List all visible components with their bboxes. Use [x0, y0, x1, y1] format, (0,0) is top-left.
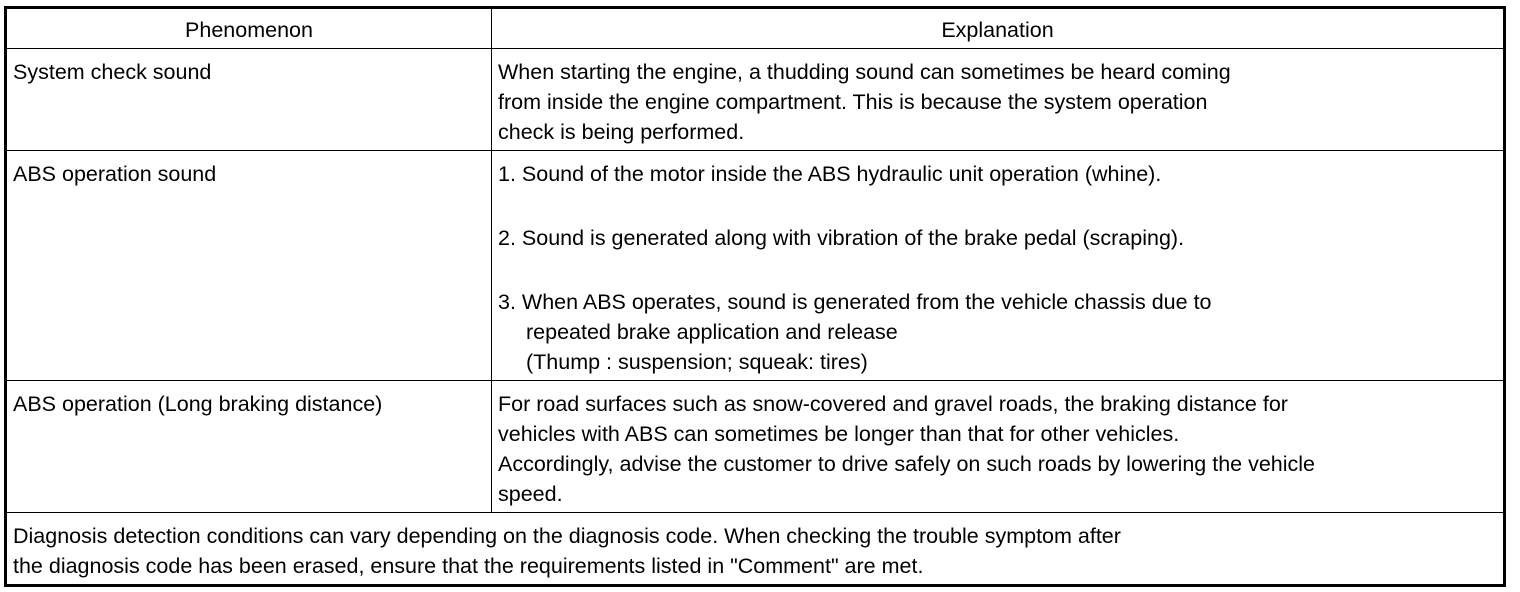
- explanation-line: from inside the engine compartment. This is because the system operation: [498, 90, 1208, 114]
- phenomenon-cell: ABS operation sound: [6, 151, 492, 381]
- explanation-cell: [492, 151, 1505, 381]
- explanation-line: vehicles with ABS can sometimes be longer than that for other vehicles.: [498, 422, 1180, 446]
- list-item: 1. Sound of the motor inside the ABS hydraulic unit operation (whine).: [498, 162, 1162, 186]
- explanation-cell: [492, 49, 1505, 151]
- explanation-cell: [492, 381, 1505, 513]
- note-row: [6, 513, 1505, 586]
- note-cell: [6, 513, 1505, 586]
- explanation-line: When starting the engine, a thudding sound can sometimes be heard coming: [498, 60, 1231, 84]
- header-row: [6, 8, 1505, 49]
- header-explanation: Explanation: [492, 8, 1505, 49]
- list-item: 2. Sound is generated along with vibration of the brake pedal (scraping).: [498, 226, 1185, 250]
- header-phenomenon: Phenomenon: [6, 8, 492, 49]
- table-row: [6, 151, 1505, 381]
- symptom-table: [4, 6, 1506, 587]
- explanation-line: For road surfaces such as snow-covered and gravel roads, the braking distance for: [498, 392, 1288, 416]
- explanation-line: check is being performed.: [498, 120, 745, 144]
- explanation-line: Accordingly, advise the customer to drive safely on such roads by lowering the vehicle: [498, 452, 1316, 476]
- list-item: 3. When ABS operates, sound is generated from the vehicle chassis due to: [498, 290, 1212, 314]
- phenomenon-cell: ABS operation (Long braking distance): [6, 381, 492, 513]
- table-row: [6, 49, 1505, 151]
- table-row: [6, 381, 1505, 513]
- explanation-line: speed.: [498, 482, 563, 506]
- note-line: Diagnosis detection conditions can vary depending on the diagnosis code. When checking the trouble symptom after: [13, 524, 1121, 548]
- list-item-continuation: (Thump : suspension; squeak: tires): [526, 350, 868, 374]
- list-item-continuation: repeated brake application and release: [526, 320, 898, 344]
- note-line: the diagnosis code has been erased, ensure that the requirements listed in "Comment" are met.: [13, 554, 924, 578]
- phenomenon-cell: System check sound: [6, 49, 492, 151]
